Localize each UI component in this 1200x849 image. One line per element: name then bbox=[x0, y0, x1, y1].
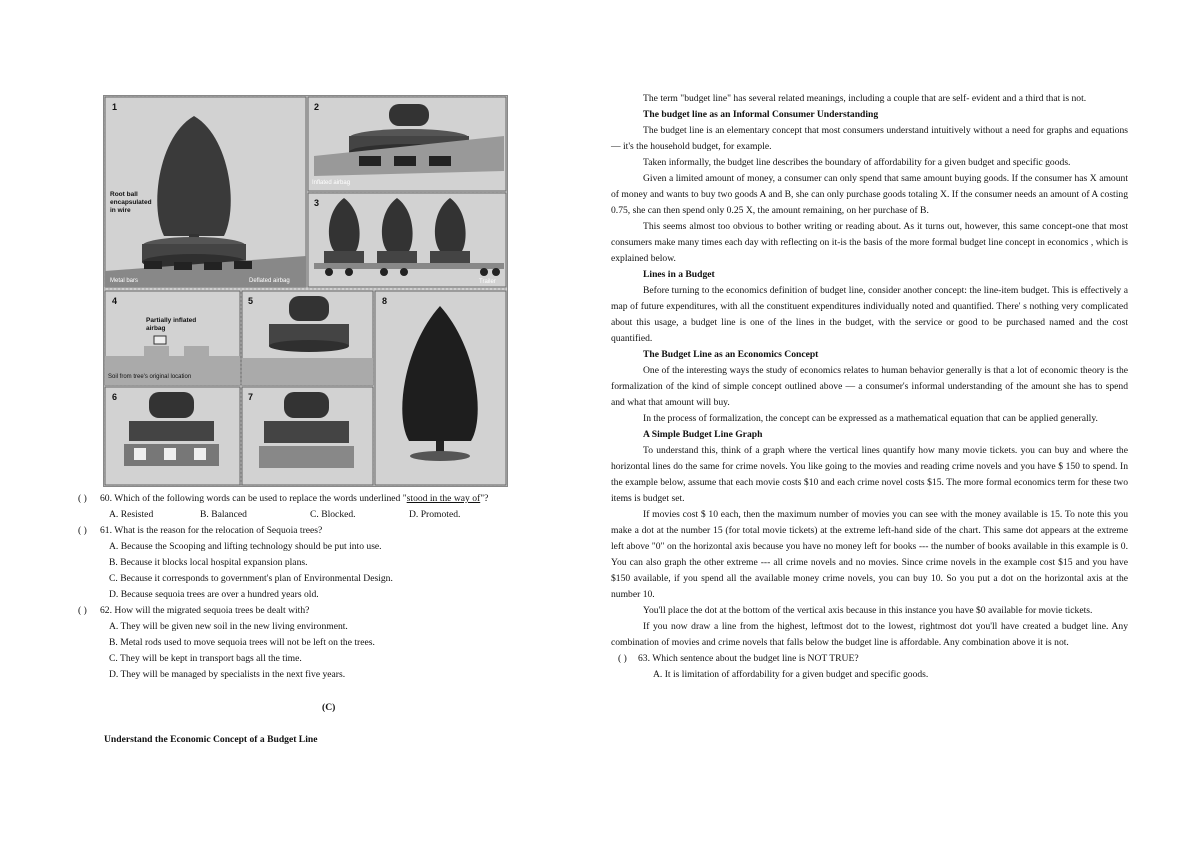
question-text: 61. What is the reason for the relocation of Sequoia trees? bbox=[100, 525, 323, 536]
paragraph: This seems almost too obvious to bother writing or reading about. As it turns out, however, this same concept-one that most consumers make many times each day with reflecting on it-is the basis of the more formal budget line concept in economics , which is explained below. bbox=[611, 221, 1128, 264]
article-title: Understand the Economic Concept of a Budget Line bbox=[104, 734, 318, 745]
article-body bbox=[611, 91, 1128, 683]
question-text: 62. How will the migrated sequoia trees be dealt with? bbox=[100, 605, 310, 616]
partially-inflated-label: Partially inflated bbox=[146, 317, 197, 324]
option[interactable]: D. Promoted. bbox=[409, 509, 461, 520]
paragraph: One of the interesting ways the study of economics relates to human behavior generally is that a lot of economic theory is the formalization of the kind of simple concept outlined above — a consumer's informal understanding of the amount she has to spend and what that amount will buy. bbox=[611, 365, 1128, 408]
paragraph: The term "budget line" has several related meanings, including a couple that are self- evident and a third that is not. bbox=[643, 93, 1087, 104]
panel-number: 2 bbox=[314, 102, 320, 112]
section-label: (C) bbox=[322, 702, 336, 713]
option[interactable]: A. Because the Scooping and lifting technology should be put into use. bbox=[109, 541, 382, 552]
section-heading: The Budget Line as an Economics Concept bbox=[643, 349, 819, 360]
panel-6 bbox=[105, 387, 240, 485]
option[interactable]: D. Because sequoia trees are over a hundred years old. bbox=[109, 589, 319, 600]
paragraph: Before turning to the economics definition of budget line, consider another concept: the line-item budget. This is effectively a map of future expenditures, with all the constituent expenditures individually noted and quantified. There' s nothing very complicated about this usage, a budget line is one of the lines in the budget, with the service or good to be purchased named and the cost quantified. bbox=[611, 285, 1128, 344]
option[interactable]: A. Resisted bbox=[109, 509, 154, 520]
panel-1 bbox=[105, 97, 306, 287]
question-61 bbox=[78, 523, 548, 539]
illustration-svg bbox=[104, 96, 507, 486]
panel-8 bbox=[375, 291, 506, 485]
deflated-airbag-label: Deflated airbag bbox=[249, 278, 290, 284]
option[interactable]: A. It is limitation of affordability for a given budget and specific goods. bbox=[653, 669, 929, 680]
section-heading: Lines in a Budget bbox=[643, 269, 715, 280]
answer-blank[interactable]: ( ) bbox=[618, 653, 627, 664]
option[interactable]: B. Because it blocks local hospital expansion plans. bbox=[109, 557, 308, 568]
option[interactable]: A. They will be given new soil in the new living environment. bbox=[109, 621, 348, 632]
option[interactable]: D. They will be managed by specialists in the next five years. bbox=[109, 669, 346, 680]
panel-5 bbox=[242, 291, 373, 385]
paragraph: You'll place the dot at the bottom of the vertical axis because in this instance you have $0 available for movie tickets. bbox=[643, 605, 1093, 616]
paragraph: Given a limited amount of money, a consumer can only spend that same amount buying goods. If the consumer has X amount of money and wants to buy two goods A and B, she can only purchase goods totaling X. If the consumer needs an amount of A costing 0.75, she can then spend only 0.25 X, the amount remaining, on her purchase of B. bbox=[611, 173, 1128, 216]
question-60 bbox=[78, 491, 548, 507]
paragraph: The budget line is an elementary concept that most consumers understand intuitively without a need for graphs and equations — it's the household budget, for example. bbox=[611, 125, 1128, 152]
left-questions bbox=[78, 491, 548, 683]
root-ball-label: encapsulated bbox=[110, 199, 152, 206]
panel-3 bbox=[308, 193, 506, 287]
question-63 bbox=[611, 651, 1128, 667]
metal-bars-label: Metal bars bbox=[110, 278, 139, 284]
sequoia-relocation-illustration bbox=[103, 95, 508, 487]
panel-number: 4 bbox=[112, 296, 118, 306]
panel-2 bbox=[308, 97, 506, 191]
underlined-phrase: stood in the way of bbox=[406, 493, 481, 504]
option[interactable]: C. Because it corresponds to government's plan of Environmental Design. bbox=[109, 573, 393, 584]
panel-number: 1 bbox=[112, 102, 118, 112]
option[interactable]: B. Balanced bbox=[200, 509, 247, 520]
question-text: 63. Which sentence about the budget line is NOT TRUE? bbox=[638, 653, 859, 664]
panel-4 bbox=[105, 291, 240, 385]
soil-label: Soil from tree's original location bbox=[108, 374, 192, 380]
partially-inflated-label: airbag bbox=[146, 325, 166, 332]
option[interactable]: C. They will be kept in transport bags all the time. bbox=[109, 653, 302, 664]
question-62 bbox=[78, 603, 548, 619]
panel-number: 7 bbox=[248, 392, 254, 402]
panel-number: 5 bbox=[248, 296, 254, 306]
answer-blank[interactable]: ( ) bbox=[78, 605, 87, 616]
panel-number: 3 bbox=[314, 198, 320, 208]
paragraph: Taken informally, the budget line describes the boundary of affordability for a given budget and specific goods. bbox=[643, 157, 1071, 168]
panel-7 bbox=[242, 387, 373, 485]
section-heading: The budget line as an Informal Consumer Understanding bbox=[643, 109, 879, 120]
trailer-label: Trailer bbox=[479, 279, 496, 285]
paragraph: To understand this, think of a graph where the vertical lines quantify how many movie tickets. you can buy and where the horizontal lines do the same for crime novels. You like going to the movies and reading crime novels and you have $ 150 to spend. In the example below, assume that each movie costs $10 and each crime novel costs $15. The more formal economics term for these two items is budget set. bbox=[611, 445, 1128, 504]
option[interactable]: C. Blocked. bbox=[310, 509, 356, 520]
root-ball-label: Root ball bbox=[110, 191, 138, 198]
inflated-airbag-label: Inflated airbag bbox=[312, 180, 351, 186]
paragraph: If you now draw a line from the highest, leftmost dot to the lowest, rightmost dot you'll have created a budget line. Any combination of movies and crime novels that falls below the budget line is affordable. Any combination above it is not. bbox=[611, 621, 1128, 648]
root-ball-label: in wire bbox=[110, 207, 131, 214]
panel-number: 6 bbox=[112, 392, 118, 402]
section-heading: A Simple Budget Line Graph bbox=[643, 429, 763, 440]
paragraph: If movies cost $ 10 each, then the maximum number of movies you can see with the money available is 15. To note this you make a dot at the number 15 (for total movie tickets) at the extreme left-hand side of the chart. This same dot appears at the extreme left above "0" on the horizontal axis because you have no money left for books --- the number of books available in this example is 0. You can also graph the other extreme --- all crime novels and no movies. Since crime novels in the example cost $15 and you have $150 available, if you spend all the available money crime novels, you can buy 10. So you put a dot on the horizontal axis at the number 10. bbox=[611, 509, 1128, 600]
option[interactable]: B. Metal rods used to move sequoia trees will not be left on the trees. bbox=[109, 637, 375, 648]
question-60-options bbox=[78, 507, 548, 523]
question-text: 60. Which of the following words can be used to replace the words underlined "stood in the way of"? bbox=[100, 493, 489, 504]
paragraph: In the process of formalization, the concept can be expressed as a mathematical equation that can be applied generally. bbox=[643, 413, 1098, 424]
panel-number: 8 bbox=[382, 296, 388, 306]
answer-blank[interactable]: ( ) bbox=[78, 493, 87, 504]
answer-blank[interactable]: ( ) bbox=[78, 525, 87, 536]
